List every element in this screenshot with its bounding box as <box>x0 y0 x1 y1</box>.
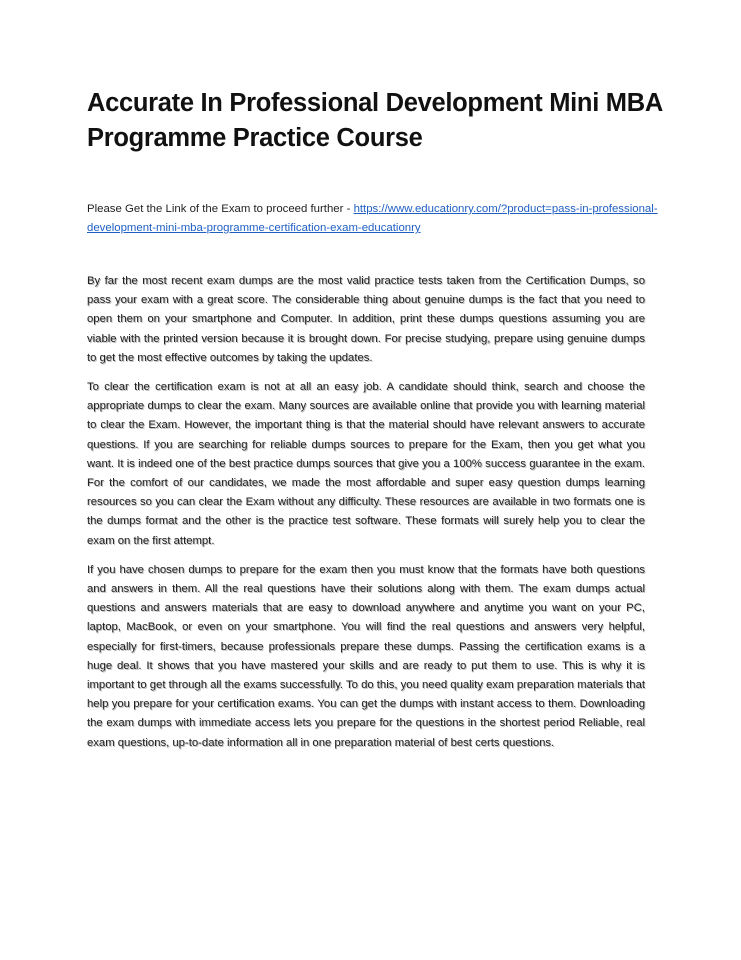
paragraph-2: To clear the certification exam is not at all an easy job. A candidate should think, search and choose the appropriate dumps to clear the exam. Many sources are available online that provide you with learning material to clear the Exam. However, the important thing is that the material should have relevant answers to accurate questions. If you are searching for reliable dumps sources to prepare for the Exam, then you get what you want. It is indeed one of the best practice dumps sources that give you a 100% success guarantee in the exam. For the comfort of our candidates, we made the most affordable and super easy question dumps learning resources so you can clear the Exam without any difficulty. These resources are available in two formats one is the dumps format and the other is the practice test software. These formats will surely help you to clear the exam on the first attempt. <box>87 381 645 547</box>
paragraph-1: By far the most recent exam dumps are the most valid practice tests taken from the Certification Dumps, so pass your exam with a great score. The considerable thing about genuine dumps is the fact that you need to open them on your smartphone and Computer. In addition, print these dumps questions assuming you are viable with the printed version because it is brought down. For precise studying, prepare using genuine dumps to get the most effective outcomes by taking the updates. <box>87 275 645 364</box>
link-prompt: Please Get the Link of the Exam to proceed further - <box>87 203 354 215</box>
document-title: Accurate In Professional Development Mini MBA Programme Practice Course <box>87 89 663 152</box>
exam-link[interactable]: https://www.educationry.com/?product=pass-in-professional-development-mini-mba-programme-certification-exam-educationry <box>87 203 658 234</box>
exam-link-line <box>87 200 662 238</box>
document-body <box>87 272 645 763</box>
paragraph-3: If you have chosen dumps to prepare for the exam then you must know that the formats have both questions and answers in them. All the real questions have their solutions along with them. The exam dumps actual questions and answers materials that are easy to download anywhere and anytime you want on your PC, laptop, MacBook, or even on your smartphone. You will find the real questions and answers very helpful, especially for first-timers, because professionals prepare these dumps. Passing the certification exams is a huge deal. It shows that you have mastered your skills and are ready to put them to use. This is why it is important to get through all the exams successfully. To do this, you need quality exam preparation materials that help you prepare for your certification exams. You can get the dumps with instant access to them. Downloading the exam dumps with immediate access lets you prepare for the questions in the shortest period Reliable, real exam questions, up-to-date information all in one preparation material of best certs questions. <box>87 563 645 749</box>
